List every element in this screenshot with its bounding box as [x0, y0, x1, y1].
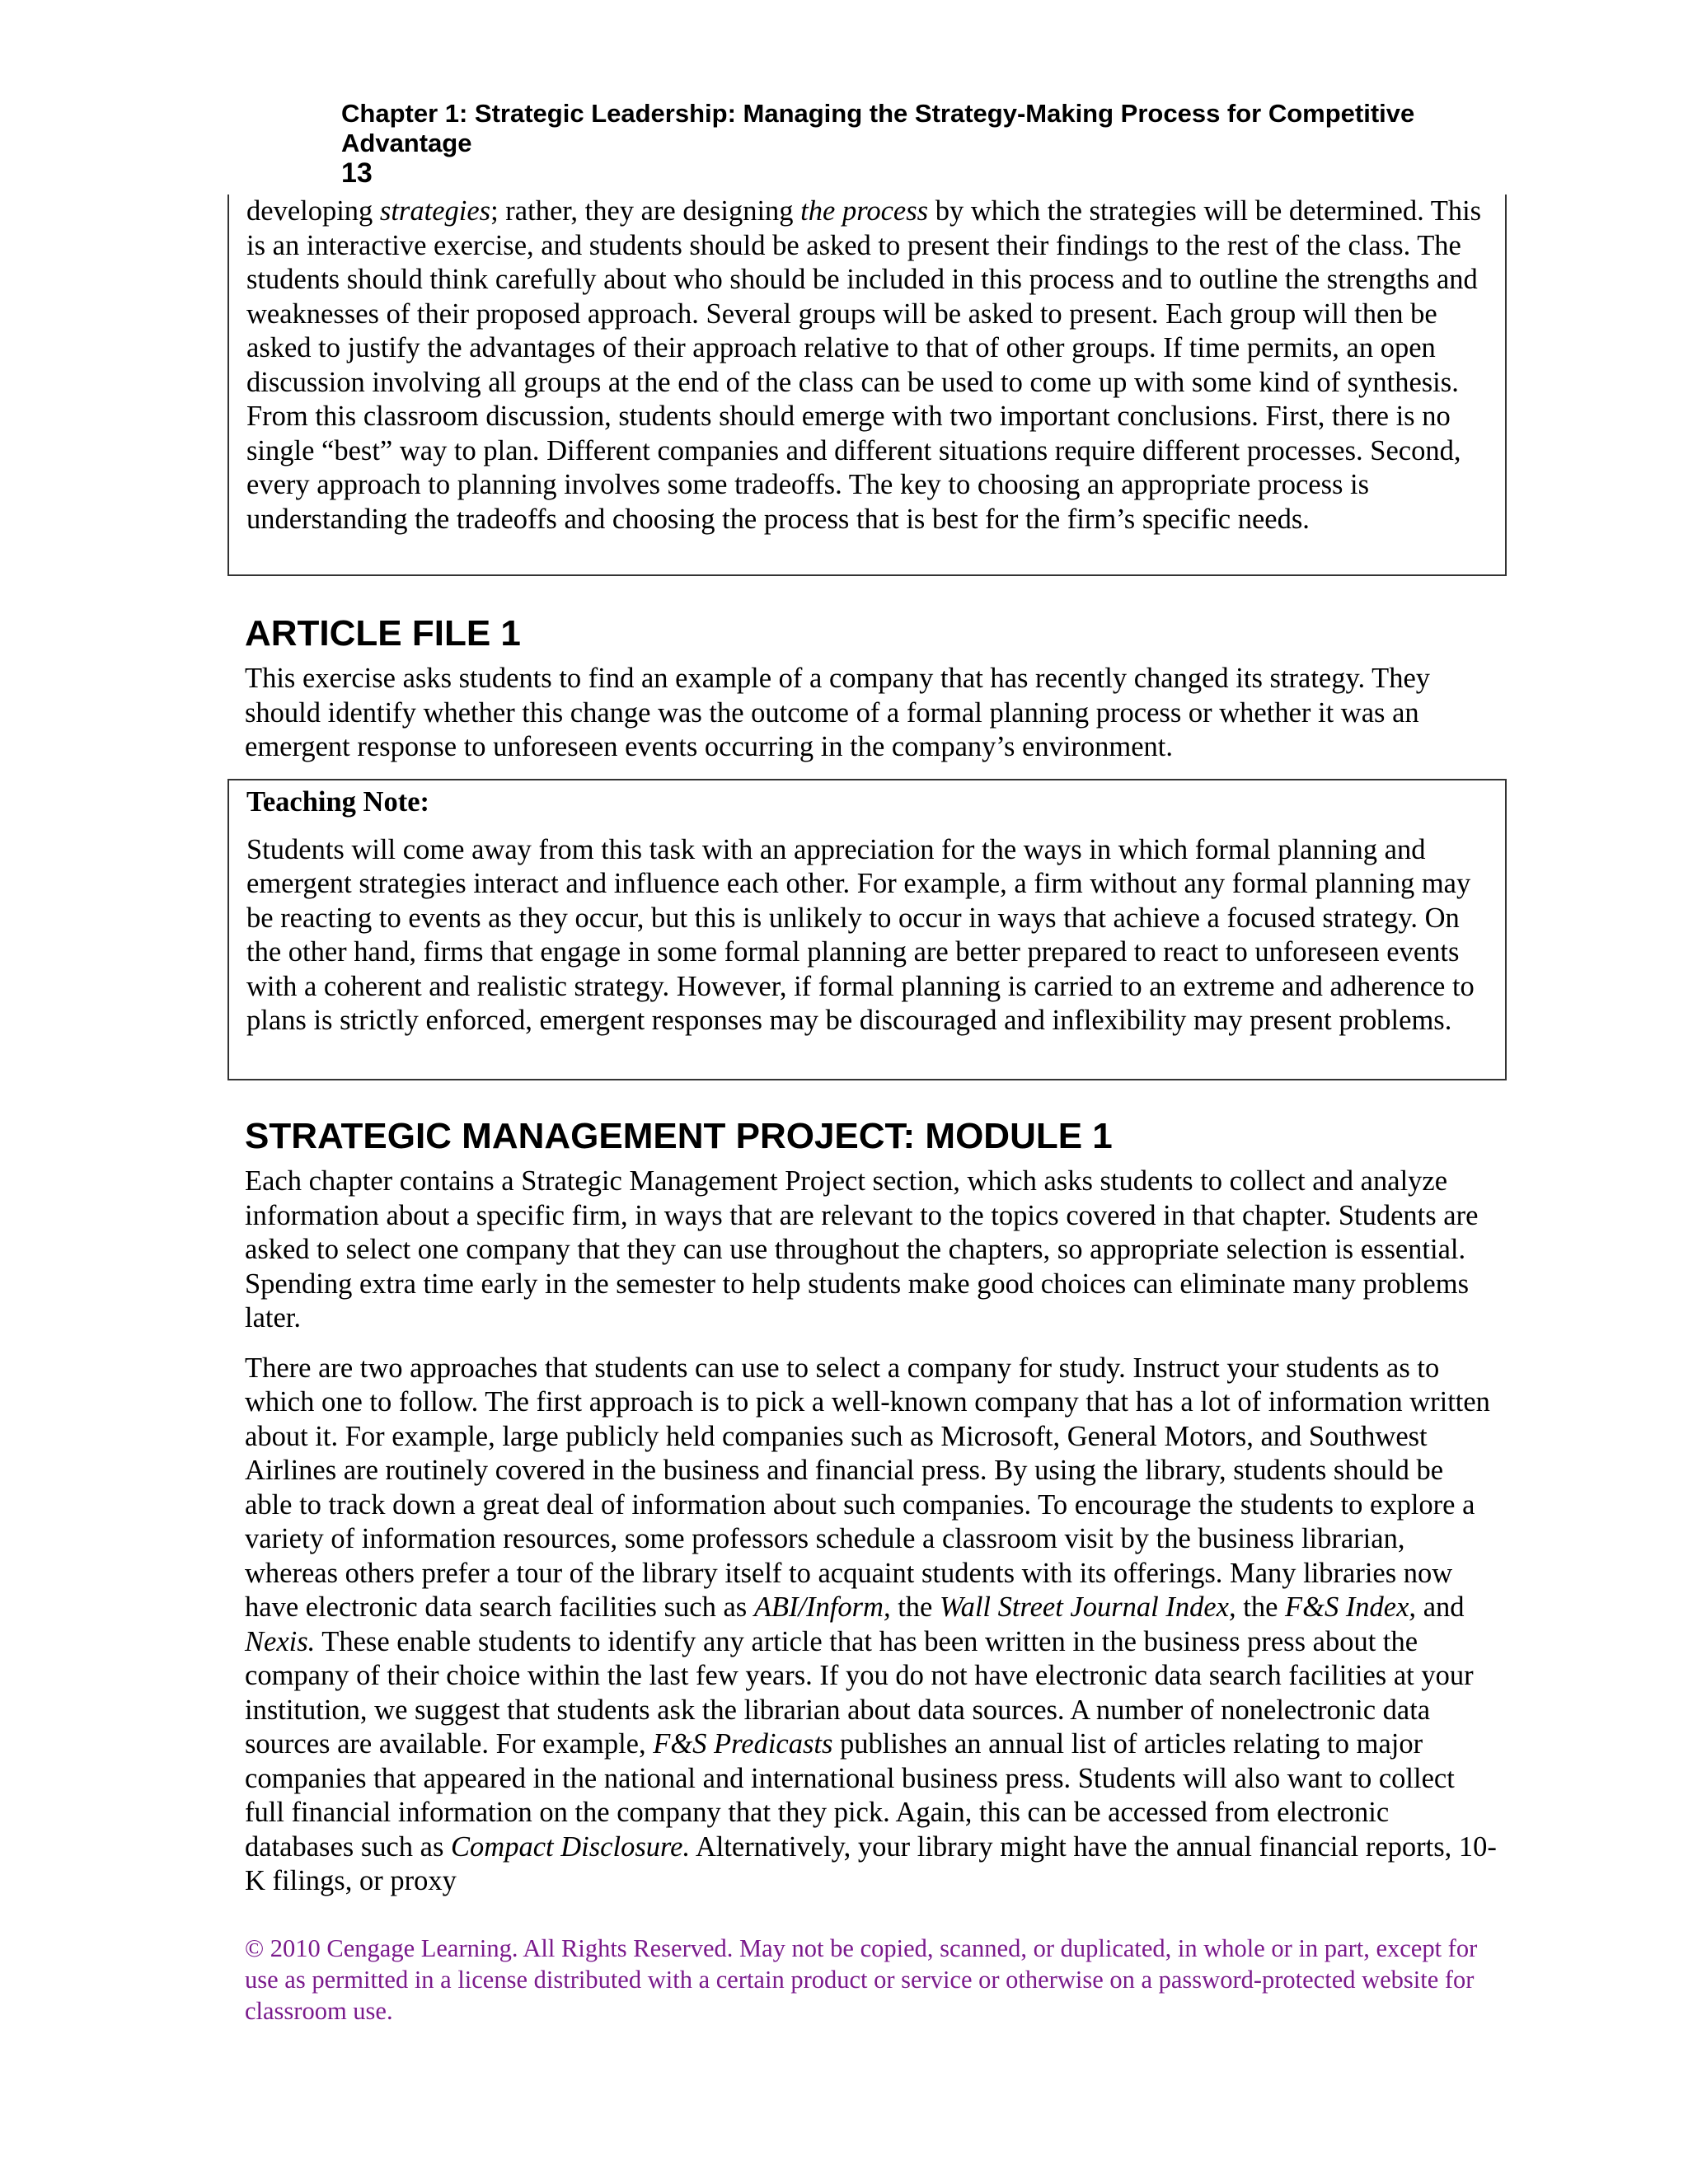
page-header: [341, 99, 1528, 188]
chapter-title: Chapter 1: Strategic Leadership: Managing the Strategy-Making Process for Competitive Advantage: [341, 99, 1415, 157]
project-heading: STRATEGIC MANAGEMENT PROJECT: MODULE 1: [245, 1116, 1113, 1156]
text-run: the: [890, 1591, 940, 1623]
project-paragraph-1: Each chapter contains a Strategic Management Project section, which asks students to collect and analyze information about a specific firm, in ways that are relevant to the topics covered in that chapter. Students are asked to select one company that they can use throughout the chapters, so appropriate selection is essential. Spending extra time early in the semester to help students make good choices can eliminate many problems later.: [245, 1165, 1479, 1333]
italic-run: Compact Disclosure.: [451, 1830, 691, 1863]
article-file-section: [245, 662, 1498, 765]
article-file-paragraph: This exercise asks students to find an example of a company that has recently changed its strategy. They should identify whether this change was the outcome of a formal planning process or whether it was an emergent response to unforeseen events occurring in the company’s environment.: [245, 663, 1431, 762]
italic-run: the process: [800, 195, 929, 227]
teaching-note-paragraph: Students will come away from this task with an appreciation for the ways in which formal planning and emergent strategies interact and influence each other. For example, a firm without any formal planning may be reacting to events as they occur, but this is unlikely to occur in ways that achieve a focused strategy. On the other hand, firms that engage in some formal planning are better prepared to react to unforeseen events with a coherent and realistic strategy. However, if formal planning is carried to an extreme and adherence to plans is strictly enforced, emergent responses may be discouraged and inflexibility may present problems.: [246, 833, 1475, 1036]
italic-run: Wall Street Journal Index,: [940, 1591, 1236, 1623]
text-run: Alternatively, your library might have the annual financial reports, 10-K filings, or proxy: [245, 1830, 1497, 1896]
text-run: the: [1236, 1591, 1286, 1623]
italic-run: F&S Index,: [1285, 1591, 1417, 1623]
text-run: developing: [246, 195, 380, 227]
text-run: by which the strategies will be determined. This is an interactive exercise, and students should be asked to present their findings to the rest of the class. The students should think carefully about who should be included in this process and to outline the strengths and weaknesses of their proposed approach. Several groups will be asked to present. Each group will then be asked to justify the advantages of their approach relative to that of other groups. If time permits, an open discussion involving all groups at the end of the class can be used to come up with some kind of synthesis. From this classroom discussion, students should emerge with two important conclusions. First, there is no single “best” way to plan. Different companies and different situations require different processes. Second, every approach to planning involves some tradeoffs. The key to choosing an appropriate process is understanding the tradeoffs and choosing the process that is best for the firm’s specific needs.: [246, 195, 1482, 535]
project-paragraph-2: [245, 1352, 1498, 1899]
copyright-footer: © 2010 Cengage Learning. All Rights Reserved. May not be copied, scanned, or duplicated, in whole or in part, except for use as permitted in a license distributed with a certain product or service or otherwise on a password-protected website for classroom use.: [245, 1934, 1478, 2025]
italic-run: strategies: [379, 195, 491, 227]
page-number: 13: [341, 157, 373, 189]
text-run: publishes an annual list of articles relating to major companies that appeared in the national and international business press. Students will also want to collect full financial information on the company that they pick. Again, this can be accessed from electronic databases such as: [245, 1728, 1455, 1863]
text-run: and: [1416, 1591, 1465, 1623]
teaching-note-title: Teaching Note:: [246, 786, 430, 818]
continued-teaching-note-box: [227, 194, 1507, 576]
teaching-note-box: [227, 779, 1507, 1080]
text-run: ; rather, they are designing: [490, 195, 801, 227]
text-run: There are two approaches that students can use to select a company for study. Instruct your students as to which one to follow. The first approach is to pick a well-known company that has a lot of information written about it. For example, large publicly held companies such as Microsoft, General Motors, and Southwest Airlines are routinely covered in the business and financial press. By using the library, students should be able to track down a great deal of information about such companies. To encourage the students to explore a variety of information resources, some professors schedule a classroom visit by the business librarian, whereas others prefer a tour of the library itself to acquaint students with its offerings. Many libraries now have electronic data search facilities such as: [245, 1352, 1490, 1623]
italic-run: ABI/Inform,: [753, 1591, 891, 1623]
project-section: [245, 1165, 1498, 1899]
article-file-heading: ARTICLE FILE 1: [245, 613, 521, 654]
italic-run: Nexis.: [245, 1625, 316, 1657]
italic-run: F&S Predicasts: [653, 1728, 833, 1760]
continued-paragraph: [246, 194, 1489, 537]
text-run: These enable students to identify any article that has been written in the business press about the company of their choice within the last few years. If you do not have electronic data search facilities at your institution, we suggest that students ask the librarian about data sources. A number of nonelectronic data sources are available. For example,: [245, 1625, 1474, 1760]
